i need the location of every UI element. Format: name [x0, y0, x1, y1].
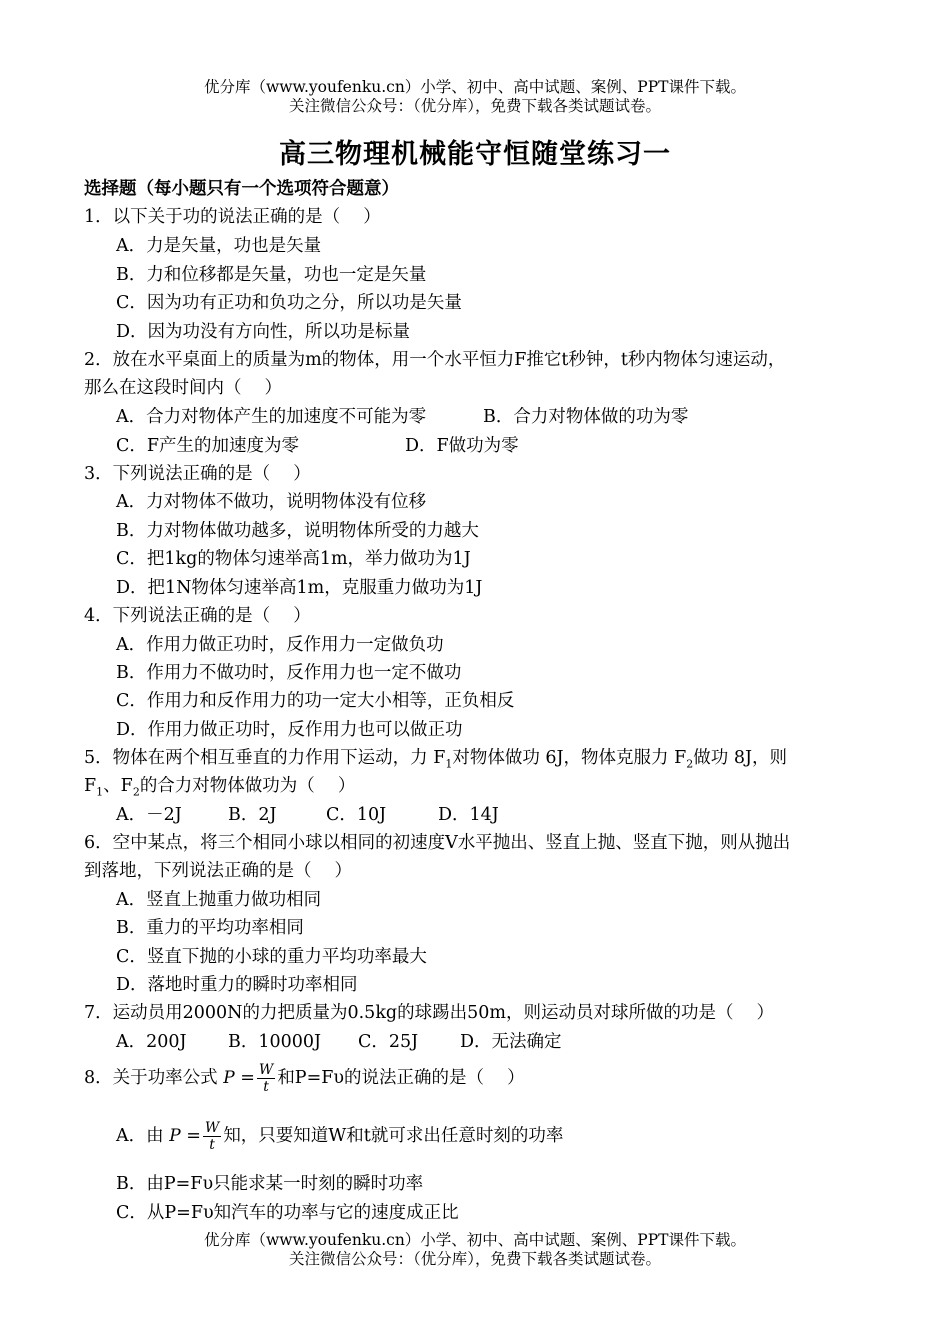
q2-option-d: D．F做功为零: [405, 436, 519, 456]
q3-option-d: D．把1N物体匀速举高1m，克服重力做功为1J: [116, 578, 483, 598]
q7-option-c: C．25J: [358, 1032, 419, 1052]
q4-option-a: A．作用力做正功时，反作用力一定做负功: [116, 635, 444, 655]
footer-line-1: 优分库（www.youfenku.cn）小学、初中、高中试题、案例、PPT课件下载。: [203, 1231, 747, 1249]
q4-option-b: B．作用力不做功时，反作用力也一定不做功: [116, 663, 462, 683]
q7-option-a: A．200J: [116, 1032, 187, 1052]
page-title: 高三物理机械能守恒随堂练习一: [279, 139, 671, 170]
fraction-denominator: t: [209, 1137, 215, 1153]
q2-option-b: B．合力对物体做的功为零: [483, 407, 689, 427]
q5-text: 做功 8J，则: [693, 748, 787, 768]
q5-stem-line1: [84, 747, 787, 776]
power-formula-fraction: [257, 1062, 275, 1095]
section-heading: 选择题（每小题只有一个选项符合题意）: [84, 179, 399, 199]
q8-text: 和P=Fυ的说法正确的是（ ）: [277, 1068, 525, 1088]
q8-text: 8．关于功率公式: [84, 1068, 218, 1088]
q8-option-b: B．由P=Fυ只能求某一时刻的瞬时功率: [116, 1174, 424, 1194]
equals-sign: =: [240, 1068, 255, 1088]
q1-option-d: D．因为功没有方向性，所以功是标量: [116, 322, 411, 342]
q1-option-a: A．力是矢量，功也是矢量: [116, 236, 322, 256]
q5-text: F: [84, 776, 97, 796]
q5-option-c: C．10J: [326, 805, 387, 825]
q7-option-d: D．无法确定: [460, 1032, 562, 1052]
q5-stem-line2: [84, 775, 355, 804]
q4-stem: 4．下列说法正确的是（ ）: [84, 606, 311, 626]
q6-stem-line1: 6．空中某点，将三个相同小球以相同的初速度V水平抛出、竖直上抛、竖直下抛，则从抛出: [84, 833, 791, 853]
q2-option-a: A．合力对物体产生的加速度不可能为零: [116, 407, 427, 427]
q5-option-d: D．14J: [438, 805, 499, 825]
q5-option-a: A．－2J: [116, 805, 182, 825]
q8-option-a: [116, 1120, 563, 1153]
q8-stem: [84, 1062, 525, 1095]
q4-option-c: C．作用力和反作用力的功一定大小相等，正负相反: [116, 691, 515, 711]
q5-text: 对物体做功 6J，物体克服力 F: [452, 748, 687, 768]
q5-text: 的合力对物体做功为（ ）: [139, 776, 356, 796]
q3-stem: 3．下列说法正确的是（ ）: [84, 464, 311, 484]
q3-option-c: C．把1kg的物体匀速举高1m，举力做功为1J: [116, 549, 471, 569]
q5-subscript: 1: [445, 757, 453, 771]
q6-option-c: C．竖直下抛的小球的重力平均功率最大: [116, 947, 427, 967]
q1-stem: 1．以下关于功的说法正确的是（ ）: [84, 207, 381, 227]
q5-subscript: 2: [686, 757, 694, 771]
fraction-denominator: t: [263, 1079, 269, 1095]
fraction-numerator: W: [204, 1120, 220, 1136]
q4-option-d: D．作用力做正功时，反作用力也可以做正功: [116, 720, 463, 740]
q5-subscript: 2: [132, 785, 140, 799]
fraction-numerator: W: [258, 1062, 274, 1078]
q1-option-c: C．因为功有正功和负功之分，所以功是矢量: [116, 293, 462, 313]
footer-line-2: 关注微信公众号：（优分库），免费下载各类试题试卷。: [288, 1250, 661, 1268]
q6-stem-line2: 到落地，下列说法正确的是（ ）: [84, 861, 353, 881]
power-symbol: P: [223, 1068, 235, 1088]
q6-option-a: A．竖直上抛重力做功相同: [116, 890, 322, 910]
q8-option-c: C．从P=Fυ知汽车的功率与它的速度成正比: [116, 1203, 459, 1223]
header-line-1: 优分库（www.youfenku.cn）小学、初中、高中试题、案例、PPT课件下载。: [203, 78, 747, 96]
q5-text: 、F: [103, 776, 133, 796]
q6-option-b: B．重力的平均功率相同: [116, 918, 304, 938]
q5-text: 5．物体在两个相互垂直的力作用下运动，力 F: [84, 748, 446, 768]
power-formula-fraction: [203, 1120, 221, 1153]
q8-option-a-suffix: 知，只要知道W和t就可求出任意时刻的功率: [223, 1126, 564, 1146]
q2-option-c: C．F产生的加速度为零: [116, 436, 300, 456]
q6-option-d: D．落地时重力的瞬时功率相同: [116, 975, 358, 995]
q2-stem-line1: 2．放在水平桌面上的质量为m的物体，用一个水平恒力F推它t秒钟，t秒内物体匀速运动，: [84, 350, 786, 370]
header-line-2: 关注微信公众号：（优分库），免费下载各类试题试卷。: [288, 97, 661, 115]
equals-sign: =: [186, 1126, 201, 1146]
q5-option-b: B．2J: [228, 805, 277, 825]
q2-stem-line2: 那么在这段时间内（ ）: [84, 378, 283, 398]
q7-stem: 7．运动员用2000N的力把质量为0.5kg的球踢出50m，则运动员对球所做的功是（ ）: [84, 1003, 775, 1023]
q7-option-b: B．10000J: [228, 1032, 322, 1052]
q5-subscript: 1: [96, 785, 104, 799]
q1-option-b: B．力和位移都是矢量，功也一定是矢量: [116, 265, 427, 285]
q8-option-a-prefix: A．由: [116, 1126, 164, 1146]
q3-option-b: B．力对物体做功越多，说明物体所受的力越大: [116, 521, 479, 541]
q3-option-a: A．力对物体不做功，说明物体没有位移: [116, 492, 427, 512]
power-symbol: P: [169, 1126, 181, 1146]
